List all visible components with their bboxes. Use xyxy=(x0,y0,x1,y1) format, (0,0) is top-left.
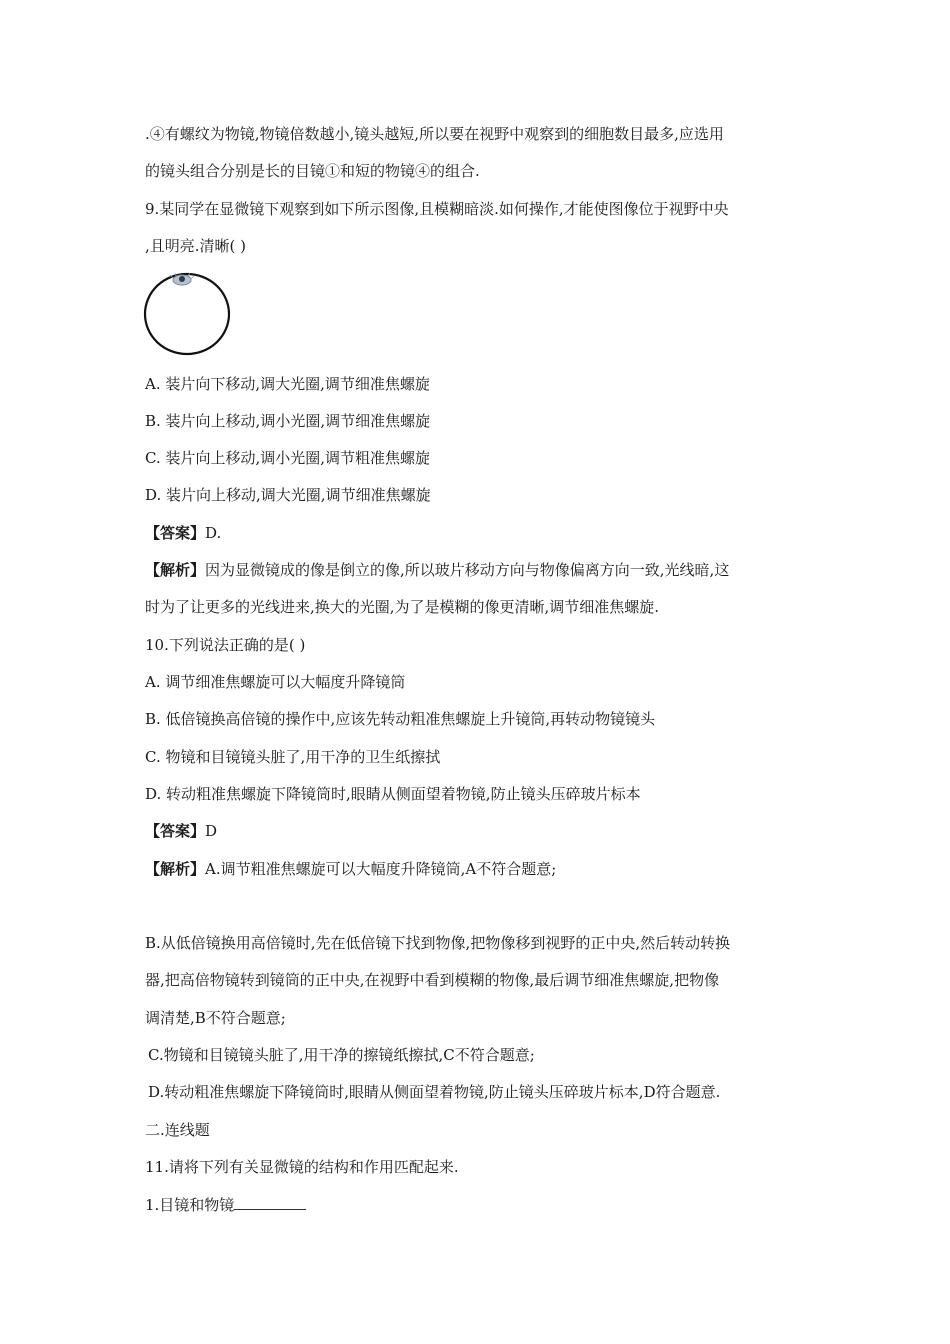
question-9-stem-2: ,且明亮.清晰( ) xyxy=(145,237,247,255)
question-9-stem-1: 9.某同学在显微镜下观察到如下所示图像,且模糊暗淡.如何操作,才能使图像位于视野中央 xyxy=(145,200,729,218)
explanation-text: A.调节粗准焦螺旋可以大幅度升降镜筒,A不符合题意; xyxy=(205,860,557,878)
answer-value: D. xyxy=(205,524,222,542)
line-l2: 的镜头组合分别是长的目镜①和短的物镜④的组合. xyxy=(145,162,480,180)
option-10-b: B. 低倍镜换高倍镜的操作中,应该先转动粗准焦螺旋上升镜筒,再转动物镜镜头 xyxy=(145,710,656,728)
explanation-label: 【解析】 xyxy=(145,860,206,878)
line-l1: .④有螺纹为物镜,物镜倍数越小,镜头越短,所以要在视野中观察到的细胞数目最多,应选用 xyxy=(145,125,724,143)
explanation-text: 因为显微镜成的像是倒立的像,所以玻片移动方向与物像偏离方向一致,光线暗,这 xyxy=(205,561,730,579)
explanation-label: 【解析】 xyxy=(145,561,206,579)
microscope-field-of-view-figure xyxy=(142,271,232,357)
question-11-item-1 xyxy=(145,1195,306,1215)
question-11-stem: 11.请将下列有关显微镜的结构和作用匹配起来. xyxy=(145,1158,459,1176)
explanation-10-b-line-1: B.从低倍镜换用高倍镜时,先在低倍镜下找到物像,把物像移到视野的正中央,然后转动转换 xyxy=(145,934,731,952)
question-10-stem: 10.下列说法正确的是( ) xyxy=(145,636,306,654)
option-10-a: A. 调节细准焦螺旋可以大幅度升降镜筒 xyxy=(145,673,406,691)
answer-value: D xyxy=(205,822,218,840)
answer-9 xyxy=(145,523,221,543)
explanation-10-b-line-3: 调清楚,B不符合题意; xyxy=(145,1009,286,1027)
section-heading-matching: 二.连线题 xyxy=(145,1121,210,1139)
explanation-10-d: D.转动粗准焦螺旋下降镜筒时,眼睛从侧面望着物镜,防止镜头压碎玻片标本,D符合题意. xyxy=(148,1083,721,1101)
option-9-a: A. 装片向下移动,调大光圈,调节细准焦螺旋 xyxy=(145,375,430,393)
option-9-b: B. 装片向上移动,调小光圈,调节细准焦螺旋 xyxy=(145,412,431,430)
answer-label: 【答案】 xyxy=(145,524,206,542)
item-label: 1.目镜和物镜 xyxy=(145,1196,235,1214)
answer-blank[interactable] xyxy=(234,1195,306,1210)
option-9-c: C. 装片向上移动,调小光圈,调节粗准焦螺旋 xyxy=(145,449,431,467)
explanation-9-line-2: 时为了让更多的光线进来,换大的光圈,为了是模糊的像更清晰,调节细准焦螺旋. xyxy=(145,598,660,616)
explanation-9-line-1 xyxy=(145,560,729,580)
explanation-10-line-1 xyxy=(145,859,556,879)
answer-10 xyxy=(145,821,217,841)
answer-label: 【答案】 xyxy=(145,822,206,840)
option-10-c: C. 物镜和目镜镜头脏了,用干净的卫生纸擦拭 xyxy=(145,748,441,766)
option-9-d: D. 装片向上移动,调大光圈,调节细准焦螺旋 xyxy=(145,486,431,504)
explanation-10-b-line-2: 器,把高倍物镜转到镜筒的正中央,在视野中看到模糊的物像,最后调节细准焦螺旋,把物像 xyxy=(145,971,720,989)
option-10-d: D. 转动粗准焦螺旋下降镜筒时,眼睛从侧面望着物镜,防止镜头压碎玻片标本 xyxy=(145,785,641,803)
explanation-10-c: C.物镜和目镜镜头脏了,用干净的擦镜纸擦拭,C不符合题意; xyxy=(148,1046,535,1064)
